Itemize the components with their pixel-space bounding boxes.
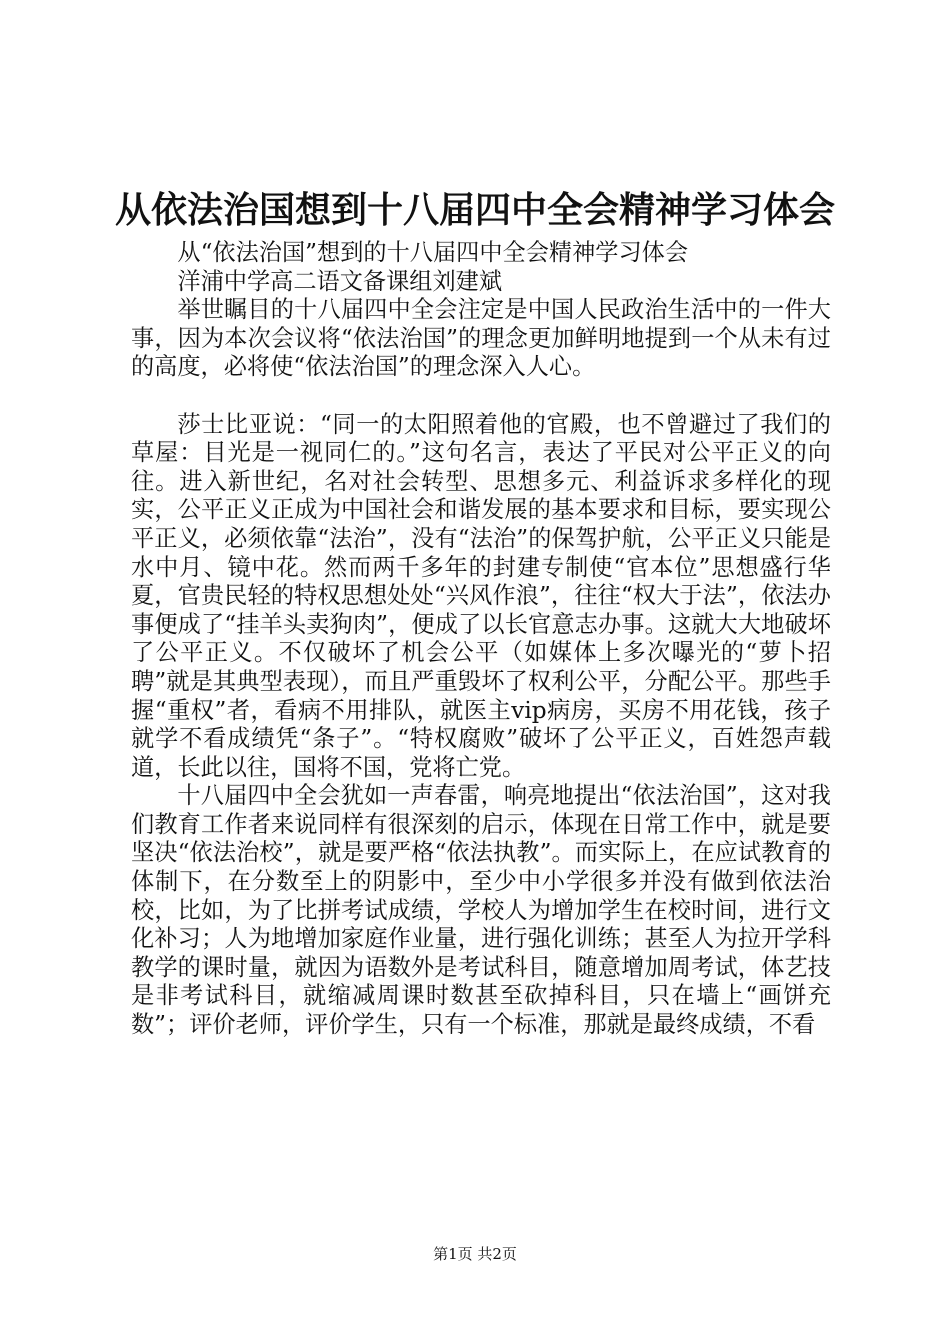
author-line: 洋浦中学高二语文备课组刘建斌 — [177, 267, 503, 295]
paragraph-shakespeare: 莎士比亚说：“同一的太阳照着他的官殿，也不曾避过了我们的草屋：目光是一视同仁的。”这句名言，表达了平民对公平正义的向往。进入新世纪，名对社会转型、思想多元、利益诉求多样化的现实，公平正义正成为中国社会和谐发展的基本要求和目标，要实现公平正义，必须依靠“法治”，没有“法治”的保驾护航，公平正义只能是水中月、镜中花。然而两千多年的封建专制使“官本位”思想盛行华夏，官贵民轻的特权思想处处“兴风作浪”，往往“权大于法”，依法办事便成了“挂羊头卖狗肉”，便成了以长官意志办事。这就大大地破坏了公平正义。不仅破坏了机会公平（如媒体上多次曝光的“萝卜招聘”就是其典型表现），而且严重毁坏了权利公平，分配公平。那些手握“重权”者，看病不用排队，就医主vip病房，买房不用花钱，孩子就学不看成绩凭“条子”。“特权腐败”破坏了公平正义，百姓怨声载道，长此以往，国将不国，党将亡党。 — [131, 410, 831, 781]
document-title: 从依法治国想到十八届四中全会精神学习体会 — [114, 189, 835, 231]
paragraph-intro: 举世瞩目的十八届四中全会注定是中国人民政治生活中的一件大事，因为本次会议将“依法治国”的理念更加鲜明地提到一个从未有过的高度，必将使“依法治国”的理念深入人心。 — [131, 296, 831, 381]
subtitle-line: 从“依法治国”想到的十八届四中全会精神学习体会 — [177, 239, 689, 266]
paragraph-education: 十八届四中全会犹如一声春雷，响亮地提出“依法治国”，这对我们教育工作者来说同样有很深刻的启示，体现在日常工作中，就是要坚决“依法治校”，就是要严格“依法执教”。而实际上，在应试教育的体制下，在分数至上的阴影中，至少中小学很多并没有做到依法治校，比如，为了比拼考试成绩，学校人为增加学生在校时间，进行文化补习；人为地增加家庭作业量，进行强化训练；甚至人为拉开学科教学的课时量，就因为语数外是考试科目，随意增加周考试，体艺技是非考试科目，就缩减周课时数甚至砍掉科目，只在墙上“画饼充数”；评价老师，评价学生，只有一个标准，那就是最终成绩，不看 — [131, 782, 831, 1039]
document-body — [131, 239, 831, 1040]
page-footer: 第1页 共2页 — [433, 1245, 517, 1263]
